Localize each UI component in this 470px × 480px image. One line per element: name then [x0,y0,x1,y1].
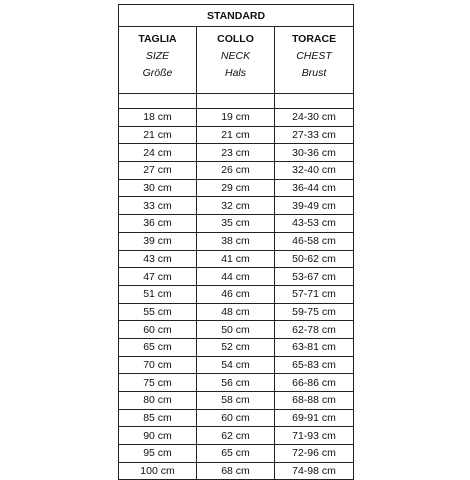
header-neck-it: COLLO [217,33,254,45]
header-neck-de: Hals [224,67,246,79]
chest-cell: 74-98 cm [275,462,354,480]
header-size-en: SIZE [145,50,170,62]
neck-cell: 58 cm [197,392,275,410]
size-cell: 80 cm [119,392,197,410]
chest-cell: 36-44 cm [275,179,354,197]
table-row [119,285,354,303]
size-cell: 75 cm [119,374,197,392]
spacer-cell [119,94,197,109]
chest-cell: 46-58 cm [275,232,354,250]
chest-cell: 57-71 cm [275,285,354,303]
size-cell: 60 cm [119,321,197,339]
header-size-de: Größe [142,67,173,79]
neck-cell: 48 cm [197,303,275,321]
chest-cell: 50-62 cm [275,250,354,268]
neck-cell: 23 cm [197,144,275,162]
chest-cell: 66-86 cm [275,374,354,392]
neck-cell: 38 cm [197,232,275,250]
table-row [119,409,354,427]
table-row [119,232,354,250]
size-cell: 18 cm [119,109,197,127]
neck-cell: 41 cm [197,250,275,268]
size-cell: 47 cm [119,268,197,286]
table-row [119,250,354,268]
size-cell: 24 cm [119,144,197,162]
chest-cell: 39-49 cm [275,197,354,215]
header-neck [197,27,275,94]
neck-cell: 62 cm [197,427,275,445]
spacer-cell [197,94,275,109]
header-chest-de: Brust [301,67,327,79]
table-row [119,303,354,321]
chest-cell: 24-30 cm [275,109,354,127]
table-row [119,126,354,144]
neck-cell: 54 cm [197,356,275,374]
size-cell: 21 cm [119,126,197,144]
spacer-row [119,94,354,109]
chest-cell: 53-67 cm [275,268,354,286]
size-cell: 43 cm [119,250,197,268]
chest-cell: 59-75 cm [275,303,354,321]
size-cell: 33 cm [119,197,197,215]
neck-cell: 50 cm [197,321,275,339]
size-cell: 65 cm [119,338,197,356]
header-chest-it: TORACE [291,33,337,45]
neck-cell: 32 cm [197,197,275,215]
size-cell: 36 cm [119,215,197,233]
table-row [119,179,354,197]
header-size-it: TAGLIA [138,33,177,45]
size-cell: 55 cm [119,303,197,321]
table-row [119,374,354,392]
chest-cell: 68-88 cm [275,392,354,410]
table-row [119,268,354,286]
chest-cell: 43-53 cm [275,215,354,233]
table-row [119,338,354,356]
header-size [119,27,197,94]
size-cell: 39 cm [119,232,197,250]
chest-cell: 65-83 cm [275,356,354,374]
size-cell: 100 cm [119,462,197,480]
neck-cell: 56 cm [197,374,275,392]
neck-cell: 35 cm [197,215,275,233]
neck-cell: 19 cm [197,109,275,127]
table-row [119,144,354,162]
size-cell: 27 cm [119,162,197,180]
header-chest-en: CHEST [296,50,332,62]
title-row [119,5,354,27]
table-row [119,215,354,233]
size-cell: 30 cm [119,179,197,197]
table-row [119,162,354,180]
header-chest [275,27,354,94]
size-cell: 85 cm [119,409,197,427]
table-row [119,321,354,339]
table-row [119,197,354,215]
chest-cell: 69-91 cm [275,409,354,427]
size-cell: 90 cm [119,427,197,445]
size-table [118,4,354,480]
table-row [119,392,354,410]
neck-cell: 68 cm [197,462,275,480]
chest-cell: 63-81 cm [275,338,354,356]
chest-cell: 32-40 cm [275,162,354,180]
header-row [119,27,354,94]
table-row [119,445,354,463]
neck-cell: 60 cm [197,409,275,427]
spacer-cell [275,94,354,109]
neck-cell: 52 cm [197,338,275,356]
size-cell: 51 cm [119,285,197,303]
neck-cell: 46 cm [197,285,275,303]
chest-cell: 62-78 cm [275,321,354,339]
table-title: STANDARD [119,5,354,27]
header-neck-en: NECK [220,50,251,62]
size-cell: 95 cm [119,445,197,463]
size-cell: 70 cm [119,356,197,374]
neck-cell: 29 cm [197,179,275,197]
table-row [119,356,354,374]
size-chart [118,4,353,480]
chest-cell: 27-33 cm [275,126,354,144]
neck-cell: 44 cm [197,268,275,286]
neck-cell: 65 cm [197,445,275,463]
table-row [119,427,354,445]
table-row [119,462,354,480]
table-row [119,109,354,127]
chest-cell: 30-36 cm [275,144,354,162]
chest-cell: 71-93 cm [275,427,354,445]
chest-cell: 72-96 cm [275,445,354,463]
neck-cell: 21 cm [197,126,275,144]
neck-cell: 26 cm [197,162,275,180]
